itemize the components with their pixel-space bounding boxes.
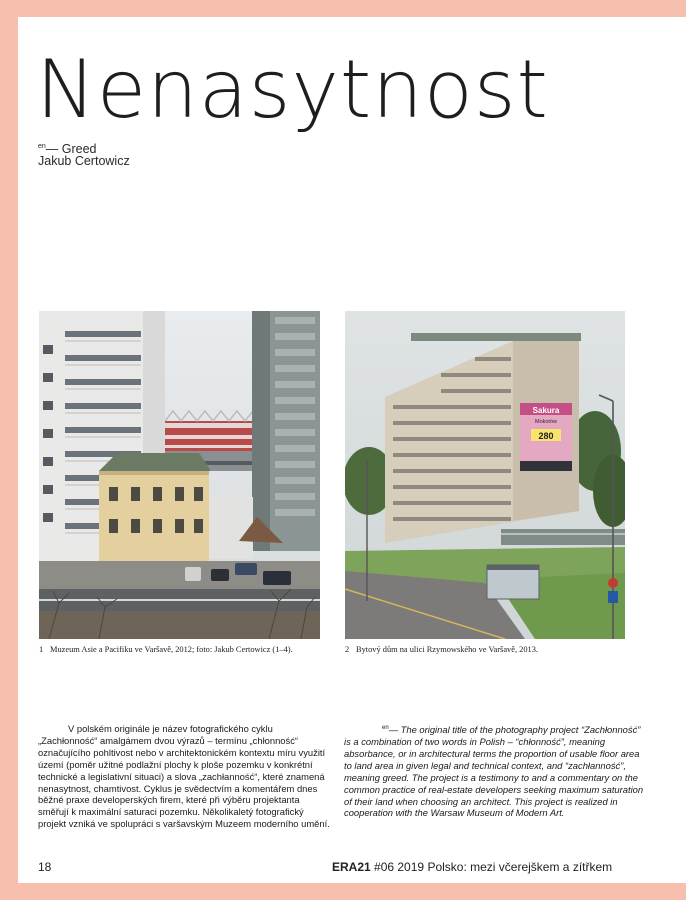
figure-caption-text-1: Muzeum Asie a Pacifiku ve Varšavě, 2012; foto: Jakub Certowicz (1–4). <box>50 645 293 654</box>
figure-caption-2 <box>345 645 538 654</box>
billboard-price: 280 <box>538 431 554 441</box>
body-text-english <box>344 723 644 819</box>
issue-number: #06 2019 <box>374 860 425 874</box>
figure-caption-1 <box>39 645 293 654</box>
page-number: 18 <box>38 860 52 874</box>
figure-number-2: 2 <box>345 645 350 654</box>
magazine-page <box>18 17 686 883</box>
photo-museum-image <box>39 311 320 639</box>
running-footer <box>332 860 612 874</box>
photo-museum <box>39 311 320 639</box>
body-paragraph-czech: V polském originále je název fotografického cyklu „Zachłonność“ amalgámem dvou výrazů – termínu „chłonność“ označujícího pohltivost nebo v architektonickém kontextu míru využití území (poměr užitné podlažní plochy k ploše pozemku v konkrétní technické a legislativní situaci) a slova „zachłanność“, které znamená nenasytnost, chamtivost. Cyklus je svědectvím a komentářem dnes běžné praxe developerských firem, které při výběru projektanta směřují k maximální saturaci pozemku. Několikaletý fotografický projekt vzniká ve spolupráci s varšavským Muzeem moderního umění. <box>38 723 330 830</box>
magazine-name: ERA21 <box>332 860 371 874</box>
lang-mark: en <box>38 143 46 150</box>
lang-mark-english: en <box>382 725 389 731</box>
billboard-brand: Sakura <box>532 406 560 415</box>
author-name: Jakub Certowicz <box>38 154 130 168</box>
figure-number-1: 1 <box>39 645 44 654</box>
body-english-text: — The original title of the photography project “Zachłonność” is a combination of two words in Polish – “chłonność”, meaning absorbance, or in architectural terms the proportion of usable floor area to land area in given legal and technical context, and “zachłanność”, meaning greed. The project is a testimony to and a commentary on the common practice of real-estate developers seeking maximum saturation of their land when choosing an architect. This project is realized in cooperation with the Warsaw Museum of Modern Art. <box>344 724 644 819</box>
page-title: Nenasytnost <box>36 43 549 136</box>
body-text-czech <box>38 723 330 830</box>
photo-residential <box>345 311 625 639</box>
section-title: Polsko: mezi včerejškem a zítřkem <box>427 860 613 874</box>
english-title: — Greed <box>45 142 97 157</box>
photo-residential-image <box>345 311 625 639</box>
body-paragraph-english <box>344 723 644 819</box>
billboard-line: Mokotów <box>534 419 558 425</box>
figure-caption-text-2: Bytový dům na ulici Rzymowského ve Varšavě, 2013. <box>356 645 538 654</box>
